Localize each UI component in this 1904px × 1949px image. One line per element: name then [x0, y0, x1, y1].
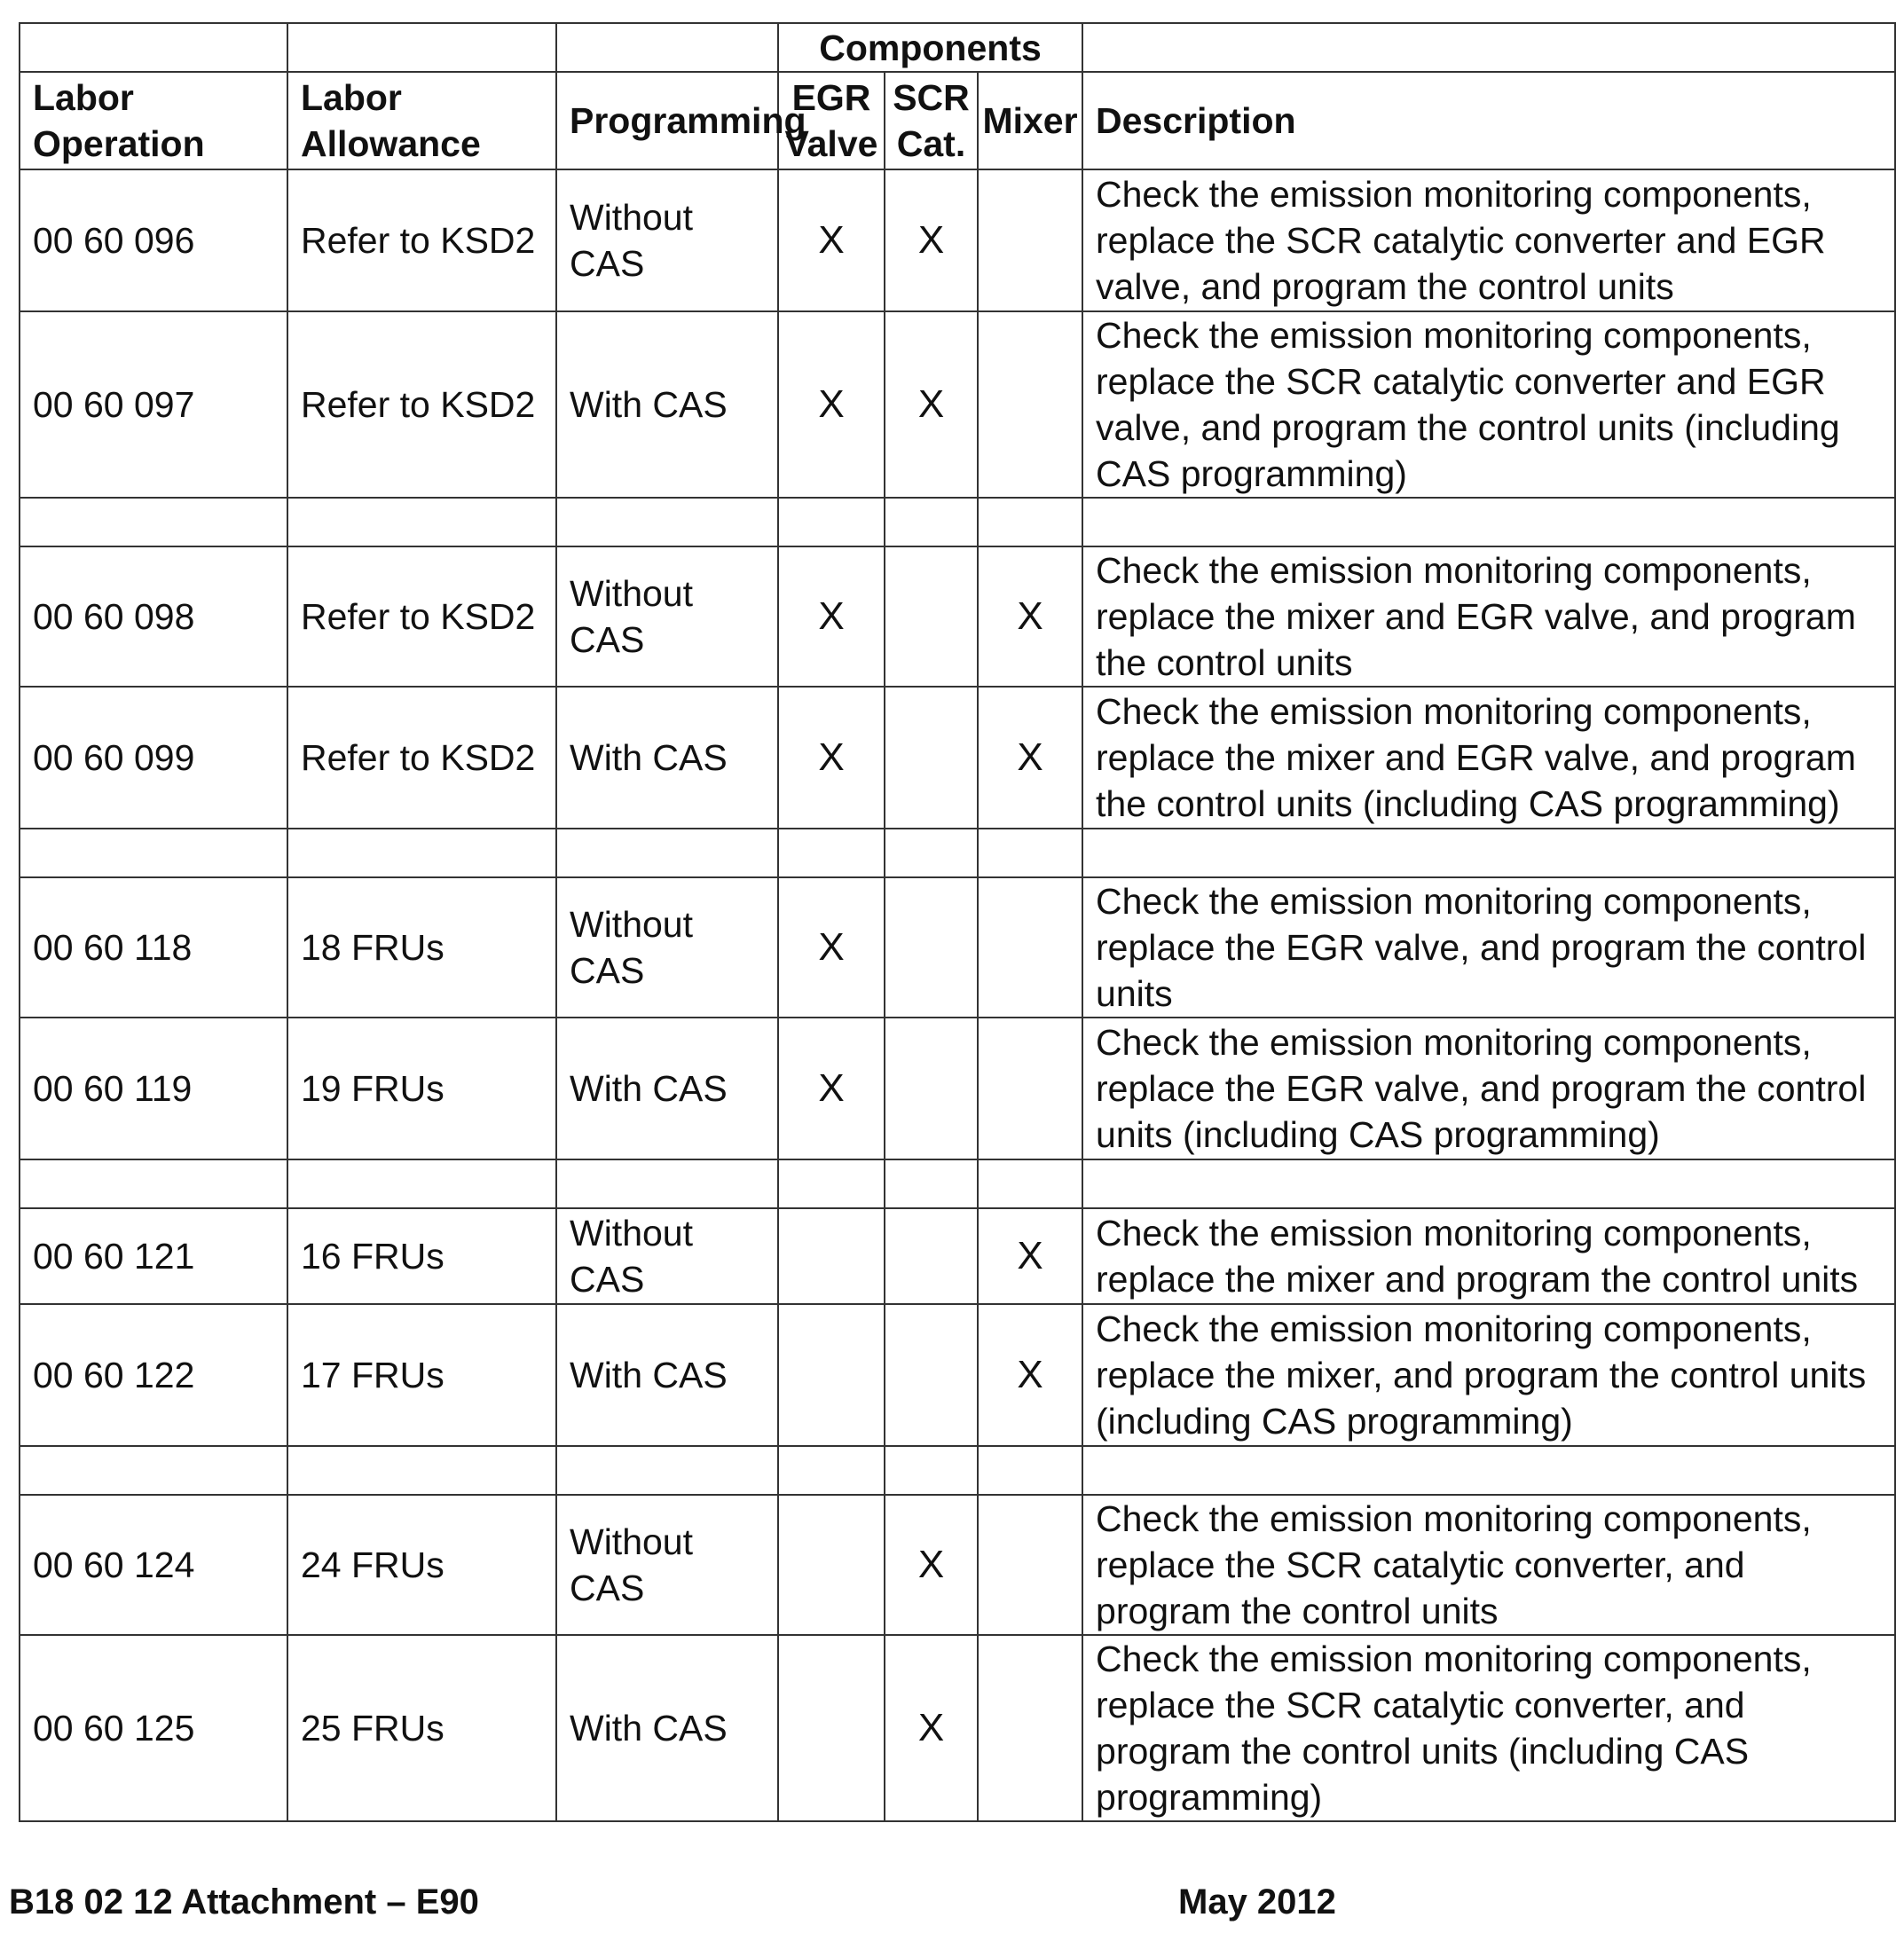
egr-valve-cell	[778, 1495, 885, 1635]
labor-operation-cell: 00 60 118	[20, 877, 287, 1018]
document-reference: B18 02 12 Attachment – E90	[9, 1882, 479, 1921]
scr-cat-cell	[885, 1304, 978, 1446]
mixer-cell	[978, 877, 1082, 1018]
programming-cell: With CAS	[556, 311, 778, 498]
programming-cell: With CAS	[556, 1635, 778, 1821]
mixer-cell: X	[978, 687, 1082, 829]
egr-valve-cell: X	[778, 877, 885, 1018]
description-cell: Check the emission monitoring components, replace the mixer, and program the control units (including CAS programming)	[1082, 1304, 1895, 1446]
programming-header: Programming	[556, 72, 778, 169]
spacer-row	[20, 1446, 1895, 1495]
programming-cell: With CAS	[556, 687, 778, 829]
description-cell: Check the emission monitoring components, replace the EGR valve, and program the control units (including CAS programming)	[1082, 1018, 1895, 1159]
scr-cat-cell	[885, 546, 978, 687]
description-cell: Check the emission monitoring components, replace the mixer and EGR valve, and program the control units (including CAS programming)	[1082, 687, 1895, 829]
programming-cell: With CAS	[556, 1304, 778, 1446]
header-blank-cell	[556, 23, 778, 72]
description-cell: Check the emission monitoring components, replace the SCR catalytic converter, and program the control units	[1082, 1495, 1895, 1635]
table-row	[20, 1018, 1895, 1159]
programming-cell: Without CAS	[556, 169, 778, 311]
labor-operation-cell: 00 60 122	[20, 1304, 287, 1446]
labor-operations-table	[19, 22, 1896, 1822]
labor-allowance-cell: 18 FRUs	[287, 877, 556, 1018]
scr-cat-cell	[885, 877, 978, 1018]
description-header: Description	[1082, 72, 1895, 169]
header-blank-cell	[287, 23, 556, 72]
table-row	[20, 546, 1895, 687]
egr-valve-cell: X	[778, 311, 885, 498]
mixer-header: Mixer	[978, 72, 1082, 169]
description-cell: Check the emission monitoring components, replace the EGR valve, and program the control units	[1082, 877, 1895, 1018]
labor-operation-cell: 00 60 124	[20, 1495, 287, 1635]
table-row	[20, 687, 1895, 829]
labor-allowance-cell: 24 FRUs	[287, 1495, 556, 1635]
mixer-cell	[978, 1018, 1082, 1159]
egr-valve-cell: X	[778, 546, 885, 687]
mixer-cell: X	[978, 546, 1082, 687]
description-cell: Check the emission monitoring components, replace the SCR catalytic converter and EGR valve, and program the control units	[1082, 169, 1895, 311]
scr-cat-cell	[885, 1018, 978, 1159]
table-row	[20, 1495, 1895, 1635]
table-row	[20, 311, 1895, 498]
header-row	[20, 72, 1895, 169]
mixer-cell: X	[978, 1208, 1082, 1304]
description-cell: Check the emission monitoring components, replace the SCR catalytic converter, and program the control units (including CAS programming)	[1082, 1635, 1895, 1821]
document-date: May 2012	[1178, 1882, 1336, 1921]
egr-valve-cell: X	[778, 687, 885, 829]
header-group-row	[20, 23, 1895, 72]
egr-valve-cell	[778, 1304, 885, 1446]
programming-cell: Without CAS	[556, 546, 778, 687]
egr-valve-cell: X	[778, 169, 885, 311]
spacer-row	[20, 829, 1895, 877]
labor-operation-cell: 00 60 121	[20, 1208, 287, 1304]
programming-cell: With CAS	[556, 1018, 778, 1159]
labor-allowance-cell: 16 FRUs	[287, 1208, 556, 1304]
labor-allowance-cell: Refer to KSD2	[287, 169, 556, 311]
labor-operation-header: Labor Operation	[20, 72, 287, 169]
labor-operation-cell: 00 60 099	[20, 687, 287, 829]
labor-allowance-cell: 19 FRUs	[287, 1018, 556, 1159]
spacer-row	[20, 1159, 1895, 1208]
header-blank-cell	[20, 23, 287, 72]
mixer-cell	[978, 1635, 1082, 1821]
egr-valve-cell: X	[778, 1018, 885, 1159]
labor-operation-cell: 00 60 119	[20, 1018, 287, 1159]
spacer-row	[20, 498, 1895, 546]
egr-valve-cell	[778, 1635, 885, 1821]
programming-cell: Without CAS	[556, 1495, 778, 1635]
description-cell: Check the emission monitoring components, replace the SCR catalytic converter and EGR valve, and program the control units (including CAS programming)	[1082, 311, 1895, 498]
table-row	[20, 1304, 1895, 1446]
header-blank-cell	[1082, 23, 1895, 72]
components-group-header: Components	[778, 23, 1082, 72]
programming-cell: Without CAS	[556, 1208, 778, 1304]
labor-operation-cell: 00 60 098	[20, 546, 287, 687]
labor-operation-cell: 00 60 096	[20, 169, 287, 311]
labor-operation-cell: 00 60 125	[20, 1635, 287, 1821]
programming-cell: Without CAS	[556, 877, 778, 1018]
table-row	[20, 1208, 1895, 1304]
labor-operation-cell: 00 60 097	[20, 311, 287, 498]
scr-cat-cell: X	[885, 169, 978, 311]
mixer-cell	[978, 311, 1082, 498]
egr-valve-header: EGR Valve	[778, 72, 885, 169]
labor-allowance-cell: Refer to KSD2	[287, 687, 556, 829]
egr-valve-cell	[778, 1208, 885, 1304]
scr-cat-cell: X	[885, 311, 978, 498]
description-cell: Check the emission monitoring components, replace the mixer and EGR valve, and program the control units	[1082, 546, 1895, 687]
labor-allowance-cell: Refer to KSD2	[287, 311, 556, 498]
mixer-cell: X	[978, 1304, 1082, 1446]
scr-cat-cell: X	[885, 1495, 978, 1635]
table-row	[20, 1635, 1895, 1821]
labor-allowance-cell: Refer to KSD2	[287, 546, 556, 687]
scr-cat-cell	[885, 687, 978, 829]
scr-cat-header: SCR Cat.	[885, 72, 978, 169]
table-row	[20, 169, 1895, 311]
description-cell: Check the emission monitoring components, replace the mixer and program the control units	[1082, 1208, 1895, 1304]
scr-cat-cell	[885, 1208, 978, 1304]
mixer-cell	[978, 169, 1082, 311]
labor-allowance-header: Labor Allowance	[287, 72, 556, 169]
labor-allowance-cell: 17 FRUs	[287, 1304, 556, 1446]
table-row	[20, 877, 1895, 1018]
labor-allowance-cell: 25 FRUs	[287, 1635, 556, 1821]
mixer-cell	[978, 1495, 1082, 1635]
scr-cat-cell: X	[885, 1635, 978, 1821]
